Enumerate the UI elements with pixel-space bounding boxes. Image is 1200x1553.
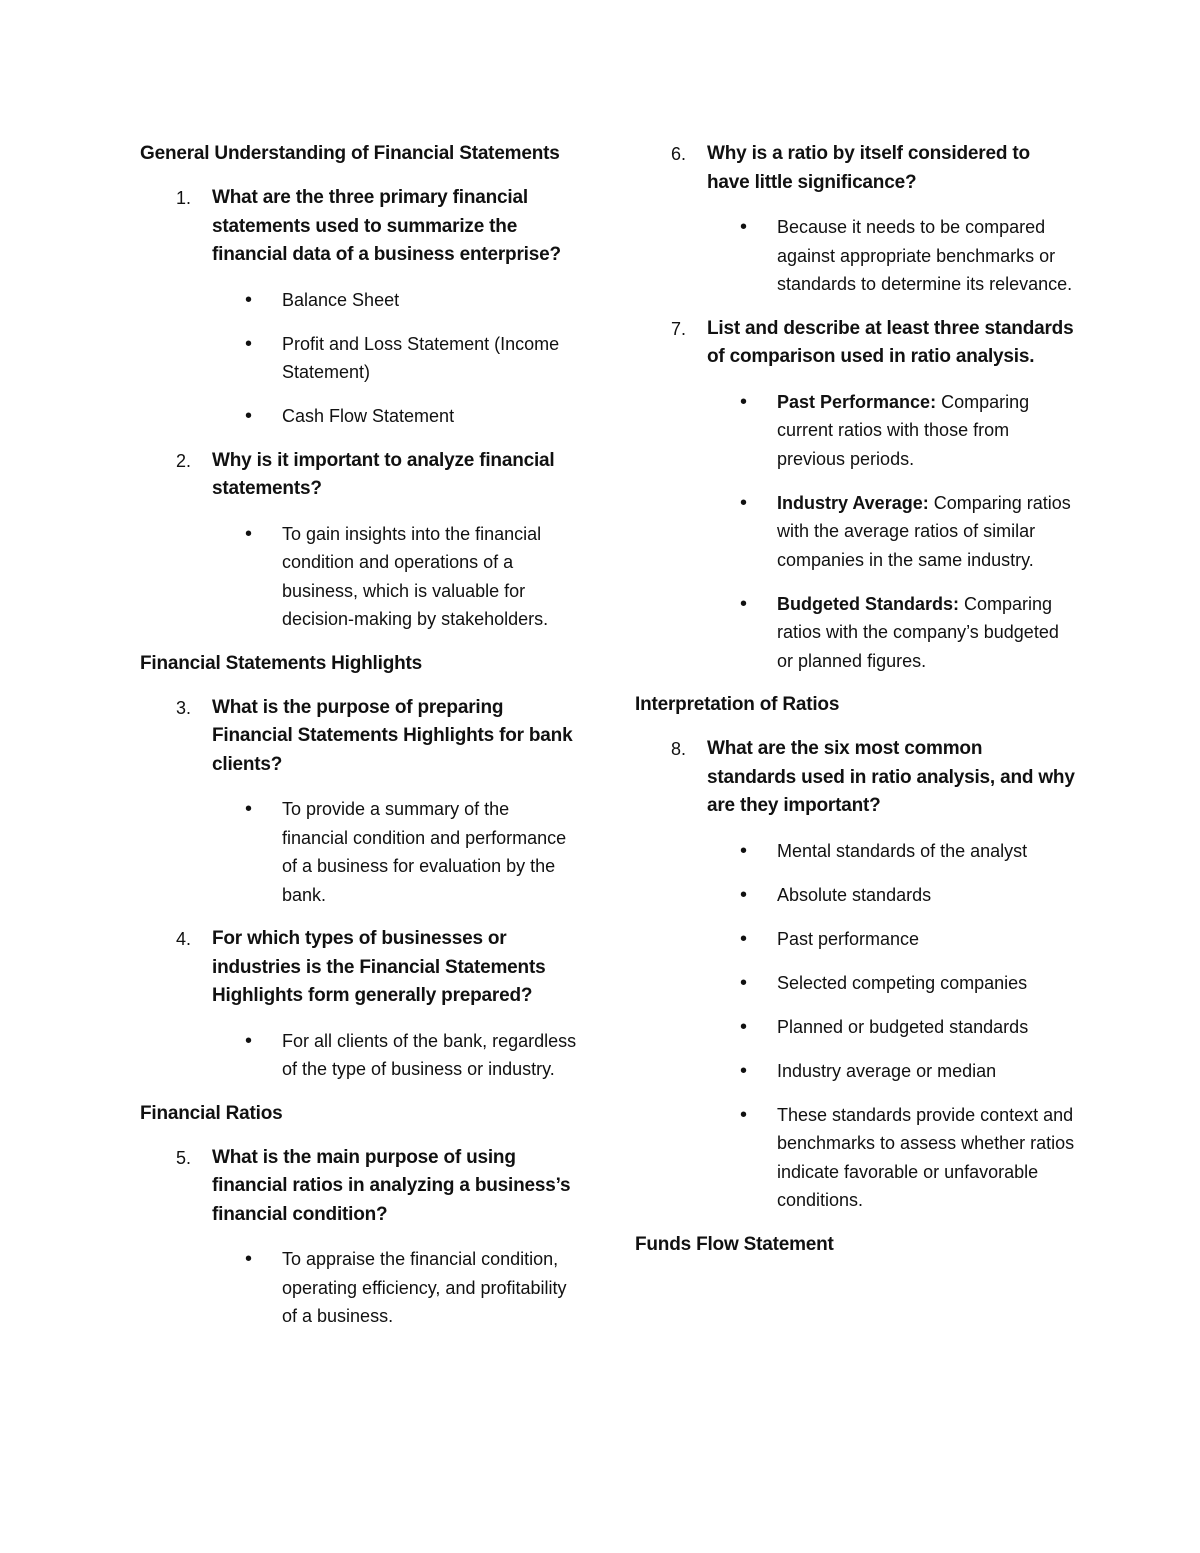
answer-list [212,520,580,634]
answer-text: For all clients of the bank, regardless of the type of business or industry. [282,1030,577,1079]
list-item [707,969,1075,998]
bullet-icon: • [740,839,748,862]
question-text: What are the six most common standards used in ratio analysis, and why are they important? [707,738,1075,816]
bullet-icon: • [740,971,748,994]
left-column [140,140,580,1347]
question-text: For which types of businesses or industries is the Financial Statements Highlights form generally prepared? [212,928,546,1006]
bullet-icon: • [740,216,748,238]
bullet-icon: • [740,592,748,615]
list-item [707,590,1075,676]
list-item [212,330,580,387]
bullet-icon: • [245,522,253,545]
answer-text: Comparing ratios with the company’s budgeted or planned figures. [777,593,1059,671]
bullet-icon: • [740,1059,748,1082]
answer-text: To gain insights into the financial condition and operations of a business, which is valuable for decision-making by stakeholders. [282,523,549,629]
answer-text: Because it needs to be compared against appropriate benchmarks or standards to determine its relevance. [777,217,1073,294]
answer-text: These standards provide context and benchmarks to assess whether ratios indicate favorable or unfavorable conditions. [777,1104,1075,1210]
question-number: 1. [176,188,192,208]
answer-text: Industry average or median [777,1060,997,1081]
question-number: 3. [176,697,192,718]
list-item [212,1245,580,1331]
answer-list [212,795,580,909]
bullet-icon: • [245,798,253,820]
answer-text: Planned or budgeted standards [777,1016,1029,1037]
answer-term: Budgeted Standards: [777,593,960,614]
bullet-icon: • [740,390,748,413]
question-text: What is the main purpose of using financial ratios in analyzing a business’s financial condition? [212,1146,571,1225]
list-item [707,925,1075,954]
answer-list [707,388,1075,676]
answer-list [707,837,1075,1215]
question-text: List and describe at least three standards of comparison used in ratio analysis. [707,317,1074,367]
answer-text: Balance Sheet [282,289,400,310]
answer-text: Comparing ratios with the average ratios of similar companies in the same industry. [777,492,1071,570]
question-8 [635,735,1075,1215]
list-item [707,837,1075,866]
question-text: What is the purpose of preparing Financial Statements Highlights for bank clients? [212,696,573,775]
list-item [707,213,1075,299]
question-number: 6. [671,144,687,164]
bullet-icon: • [740,1103,748,1126]
list-item [707,1101,1075,1215]
question-text: Why is it important to analyze financial statements? [212,449,555,499]
bullet-icon: • [740,491,748,514]
question-text: What are the three primary financial statements used to summarize the financial data of a business enterprise? [212,187,561,265]
list-item [707,1013,1075,1042]
answer-text: Selected competing companies [777,972,1028,993]
bullet-icon: • [740,927,748,950]
answer-text: Past performance [777,928,920,949]
right-column [635,140,1075,1275]
list-item [212,520,580,634]
section-heading-general-understanding: General Understanding of Financial Statements [140,143,560,164]
bullet-icon: • [740,1015,748,1038]
bullet-icon: • [245,405,253,427]
question-6 [635,140,1075,299]
section-heading-financial-ratios: Financial Ratios [140,1102,283,1124]
question-text: Why is a ratio by itself considered to have little significance? [707,143,1030,193]
question-2 [140,447,580,634]
answer-text: Comparing current ratios with those from previous periods. [777,391,1030,469]
answer-text: To appraise the financial condition, operating efficiency, and profitability of a business. [282,1249,567,1326]
list-item [707,489,1075,575]
answer-text: Cash Flow Statement [282,406,455,426]
answer-list [212,286,580,431]
answer-term: Industry Average: [777,492,929,513]
question-number: 2. [176,450,192,471]
bullet-icon: • [740,883,748,906]
question-number: 8. [671,739,687,759]
question-1 [140,184,580,431]
answer-list [212,1245,580,1331]
section-heading-funds-flow-statement: Funds Flow Statement [635,1233,834,1255]
question-3 [140,694,580,910]
bullet-icon: • [245,332,253,355]
answer-text: Mental standards of the analyst [777,840,1028,861]
bullet-icon: • [245,288,253,311]
answer-text: Profit and Loss Statement (Income Statement) [282,333,560,382]
question-number: 5. [176,1147,192,1168]
question-4 [140,925,580,1084]
section-heading-financial-statements-highlights: Financial Statements Highlights [140,652,423,674]
question-7 [635,315,1075,676]
question-number: 4. [176,929,192,949]
list-item [212,286,580,315]
list-item [707,1057,1075,1086]
list-item [707,881,1075,910]
question-number: 7. [671,318,687,339]
answer-list [212,1027,580,1084]
answer-list [707,213,1075,299]
bullet-icon: • [245,1029,253,1052]
bullet-icon: • [245,1248,253,1270]
list-item [212,795,580,909]
list-item [707,388,1075,474]
section-heading-interpretation-of-ratios: Interpretation of Ratios [635,694,840,715]
list-item [212,1027,580,1084]
answer-text: To provide a summary of the financial condition and performance of a business for evaluation by the bank. [282,799,567,905]
question-5 [140,1144,580,1331]
list-item [212,402,580,431]
answer-term: Past Performance: [777,391,937,412]
answer-text: Absolute standards [777,884,932,905]
